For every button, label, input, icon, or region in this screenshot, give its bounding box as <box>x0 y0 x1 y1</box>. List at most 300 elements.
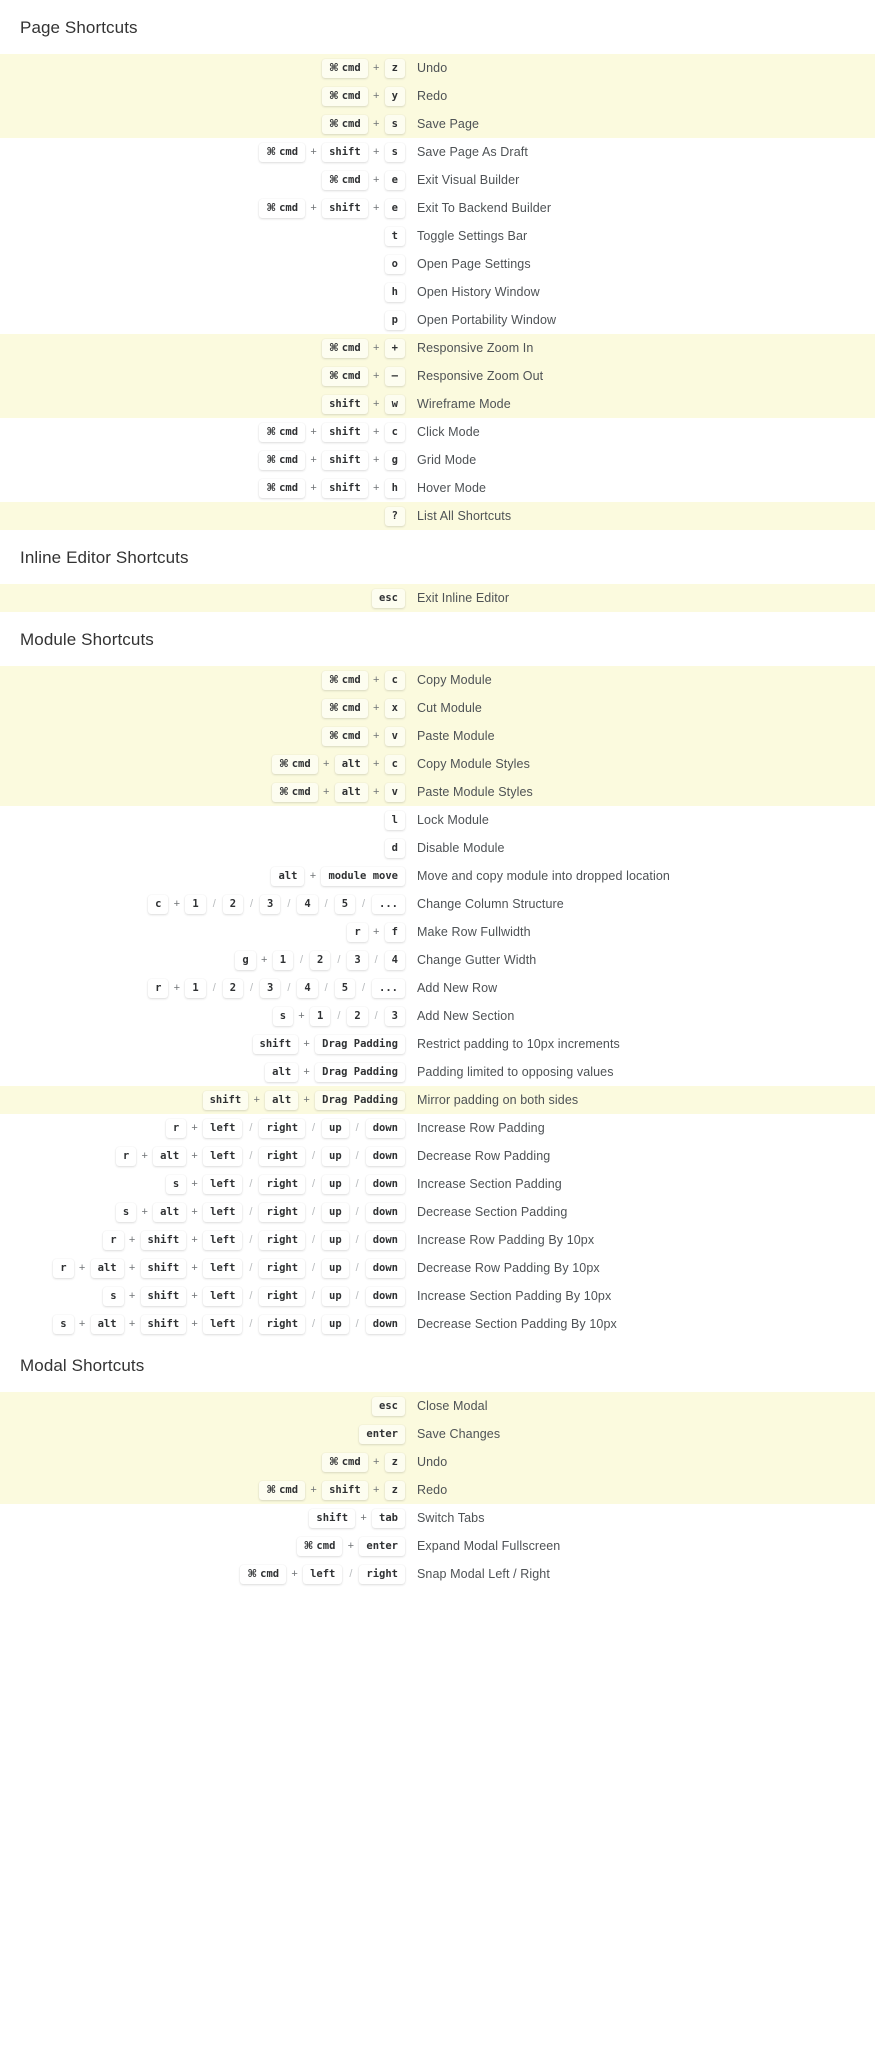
shortcut-description: Copy Module Styles <box>417 757 530 771</box>
key-cap: s <box>116 1203 136 1222</box>
key-cap: c <box>385 671 405 690</box>
plus-separator: + <box>372 925 380 938</box>
key-cap: enter <box>359 1537 405 1556</box>
command-key-icon: ⌘ <box>266 1483 277 1496</box>
key-combination <box>0 1392 405 1420</box>
plus-separator: + <box>372 729 380 742</box>
shortcut-row <box>0 82 875 110</box>
slash-separator: / <box>249 1317 253 1330</box>
key-cap: v <box>385 783 405 802</box>
section-title: Page Shortcuts <box>20 18 138 37</box>
key-combination <box>0 194 405 222</box>
shortcut-description: Add New Row <box>417 981 498 995</box>
plus-separator: + <box>141 1205 148 1218</box>
key-cap: c <box>385 755 405 774</box>
key-cap: down <box>366 1231 405 1250</box>
key-cap: right <box>259 1315 305 1334</box>
slash-separator: / <box>355 1233 359 1246</box>
shortcut-description: Wireframe Mode <box>417 397 511 411</box>
shortcut-description: Responsive Zoom Out <box>417 369 544 383</box>
shortcut-description: Exit To Backend Builder <box>417 201 552 215</box>
plus-separator: + <box>372 89 380 102</box>
key-combination <box>0 138 405 166</box>
key-cap: ... <box>372 895 405 914</box>
key-cap: 3 <box>260 979 280 998</box>
slash-separator: / <box>362 897 366 910</box>
shortcut-description: Add New Section <box>417 1009 515 1023</box>
key-cap: Drag Padding <box>315 1063 405 1082</box>
key-combination <box>0 666 405 694</box>
shortcut-description: Copy Module <box>417 673 492 687</box>
plus-separator: + <box>372 1483 380 1496</box>
command-key-icon: ⌘ <box>328 1455 339 1468</box>
shortcut-row <box>0 1086 875 1114</box>
key-cap: r <box>116 1147 136 1166</box>
key-cap: up <box>322 1315 349 1334</box>
key-cap: module move <box>321 867 405 886</box>
shortcut-row <box>0 834 875 862</box>
key-combination <box>0 584 405 612</box>
key-cap: v <box>385 727 405 746</box>
command-key-icon: ⌘ <box>328 89 339 102</box>
key-cap: 3 <box>385 1007 405 1026</box>
key-cap: 3 <box>347 951 367 970</box>
key-combination <box>0 166 405 194</box>
shortcut-description: Increase Row Padding <box>417 1121 545 1135</box>
key-combination <box>0 806 405 834</box>
shortcut-row <box>0 584 875 612</box>
command-key-icon: ⌘ <box>328 61 339 74</box>
shortcut-description: Decrease Row Padding <box>417 1149 551 1163</box>
slash-separator: / <box>349 1567 353 1580</box>
key-cap: up <box>322 1147 349 1166</box>
key-cap-label: cmd <box>341 173 361 186</box>
key-combination <box>0 750 405 778</box>
plus-separator: + <box>372 201 380 214</box>
slash-separator: / <box>249 1177 253 1190</box>
command-key-icon: ⌘ <box>278 757 289 770</box>
key-cap: t <box>385 227 405 246</box>
slash-separator: / <box>324 897 328 910</box>
shortcut-row <box>0 1310 875 1338</box>
slash-separator: / <box>249 1289 253 1302</box>
shortcut-row <box>0 1002 875 1030</box>
key-cap: alt <box>91 1315 124 1334</box>
shortcut-row-list <box>0 584 875 612</box>
plus-separator: + <box>128 1233 136 1246</box>
slash-separator: / <box>249 1149 253 1162</box>
plus-separator: + <box>291 1567 298 1580</box>
shortcut-row <box>0 806 875 834</box>
key-cap: left <box>203 1203 242 1222</box>
key-cap: y <box>385 87 405 106</box>
key-cap: e <box>385 171 405 190</box>
key-cap: alt <box>265 1063 298 1082</box>
key-cap: shift <box>322 1481 368 1500</box>
plus-separator: + <box>322 785 330 798</box>
key-cap <box>259 199 305 218</box>
shortcut-description: Expand Modal Fullscreen <box>417 1539 561 1553</box>
plus-separator: + <box>310 425 317 438</box>
key-cap <box>322 339 368 358</box>
key-combination <box>0 334 405 362</box>
key-cap: 4 <box>297 979 317 998</box>
shortcut-row <box>0 166 875 194</box>
slash-separator: / <box>312 1149 316 1162</box>
shortcut-description: Redo <box>417 1483 448 1497</box>
shortcut-description: Grid Mode <box>417 453 477 467</box>
plus-separator: + <box>191 1149 198 1162</box>
key-cap: shift <box>141 1259 187 1278</box>
key-cap: Drag Padding <box>315 1035 405 1054</box>
plus-separator: + <box>372 757 380 770</box>
key-cap: s <box>103 1287 123 1306</box>
key-cap: z <box>385 1453 405 1472</box>
key-combination <box>0 362 405 390</box>
shortcut-row <box>0 138 875 166</box>
key-cap: x <box>385 699 405 718</box>
key-cap <box>322 727 368 746</box>
key-cap: enter <box>359 1425 405 1444</box>
key-cap: s <box>166 1175 186 1194</box>
key-cap-label: cmd <box>341 673 361 686</box>
key-cap: z <box>385 1481 405 1500</box>
key-cap <box>259 423 305 442</box>
key-cap <box>322 171 368 190</box>
key-combination <box>0 82 405 110</box>
plus-separator: + <box>372 369 380 382</box>
shortcut-section <box>0 1338 875 1588</box>
key-cap <box>322 1453 368 1472</box>
key-cap: right <box>259 1203 305 1222</box>
key-cap: left <box>203 1175 242 1194</box>
shortcut-row <box>0 750 875 778</box>
plus-separator: + <box>310 1483 317 1496</box>
slash-separator: / <box>337 1009 341 1022</box>
plus-separator: + <box>372 397 380 410</box>
shortcut-row-list <box>0 54 875 530</box>
key-combination <box>0 474 405 502</box>
key-cap: right <box>259 1119 305 1138</box>
shortcut-row <box>0 1226 875 1254</box>
key-cap: right <box>259 1147 305 1166</box>
key-cap: up <box>322 1119 349 1138</box>
key-cap: alt <box>265 1091 298 1110</box>
key-cap: 4 <box>297 895 317 914</box>
shortcut-row <box>0 694 875 722</box>
plus-separator: + <box>173 981 181 994</box>
key-cap: esc <box>372 589 405 608</box>
key-cap: down <box>366 1175 405 1194</box>
key-combination <box>0 1114 405 1142</box>
key-cap: up <box>322 1175 349 1194</box>
key-cap: right <box>259 1175 305 1194</box>
shortcut-row <box>0 974 875 1002</box>
key-cap-label: cmd <box>316 1539 336 1552</box>
slash-separator: / <box>287 981 291 994</box>
command-key-icon: ⌘ <box>266 453 277 466</box>
shortcut-row <box>0 194 875 222</box>
key-cap: down <box>366 1203 405 1222</box>
key-cap-label: cmd <box>279 1483 299 1496</box>
key-cap: right <box>259 1287 305 1306</box>
key-cap: l <box>385 811 405 830</box>
plus-separator: + <box>298 1009 305 1022</box>
section-title: Modal Shortcuts <box>20 1356 145 1375</box>
key-cap: s <box>273 1007 293 1026</box>
key-combination <box>0 918 405 946</box>
shortcut-description: Mirror padding on both sides <box>417 1093 579 1107</box>
key-combination <box>0 834 405 862</box>
key-cap: left <box>303 1565 342 1584</box>
key-cap: alt <box>153 1203 186 1222</box>
shortcut-section <box>0 0 875 530</box>
key-cap-label: cmd <box>341 369 361 382</box>
key-cap: up <box>322 1203 349 1222</box>
key-combination <box>0 1142 405 1170</box>
shortcut-description: Padding limited to opposing values <box>417 1065 614 1079</box>
shortcut-description: Snap Modal Left / Right <box>417 1567 550 1581</box>
shortcut-description: Hover Mode <box>417 481 487 495</box>
plus-separator: + <box>310 201 317 214</box>
key-cap: g <box>385 451 405 470</box>
key-cap <box>322 59 368 78</box>
shortcut-description: Make Row Fullwidth <box>417 925 531 939</box>
key-combination <box>0 1086 405 1114</box>
shortcut-description: Decrease Row Padding By 10px <box>417 1261 600 1275</box>
plus-separator: + <box>260 953 268 966</box>
command-key-icon: ⌘ <box>266 201 277 214</box>
key-cap-label: cmd <box>341 729 361 742</box>
shortcut-row <box>0 666 875 694</box>
key-cap: z <box>385 59 405 78</box>
key-cap <box>322 699 368 718</box>
key-cap: alt <box>91 1259 124 1278</box>
key-cap-label: cmd <box>341 341 361 354</box>
plus-separator: + <box>310 145 317 158</box>
key-cap <box>259 143 305 162</box>
key-cap-label: cmd <box>341 701 361 714</box>
plus-separator: + <box>191 1205 198 1218</box>
shortcut-row <box>0 362 875 390</box>
key-combination <box>0 1282 405 1310</box>
plus-separator: + <box>128 1289 136 1302</box>
plus-separator: + <box>310 481 317 494</box>
key-cap: 1 <box>185 895 205 914</box>
shortcut-row <box>0 1392 875 1420</box>
shortcut-row <box>0 1476 875 1504</box>
key-cap <box>259 1481 305 1500</box>
key-combination <box>0 890 405 918</box>
slash-separator: / <box>355 1121 359 1134</box>
key-combination <box>0 222 405 250</box>
shortcut-description: Open History Window <box>417 285 540 299</box>
shortcut-row <box>0 1448 875 1476</box>
command-key-icon: ⌘ <box>328 341 339 354</box>
slash-separator: / <box>312 1233 316 1246</box>
key-cap: shift <box>322 423 368 442</box>
shortcut-row <box>0 946 875 974</box>
plus-separator: + <box>372 1455 380 1468</box>
command-key-icon: ⌘ <box>328 673 339 686</box>
slash-separator: / <box>249 1121 253 1134</box>
key-cap <box>259 479 305 498</box>
slash-separator: / <box>249 1205 253 1218</box>
key-cap: shift <box>322 451 368 470</box>
key-cap: 2 <box>223 979 243 998</box>
key-cap: up <box>322 1287 349 1306</box>
command-key-icon: ⌘ <box>328 729 339 742</box>
key-cap: down <box>366 1287 405 1306</box>
key-cap-label: cmd <box>279 481 299 494</box>
key-cap: down <box>366 1315 405 1334</box>
key-combination <box>0 862 405 890</box>
key-cap: h <box>385 479 405 498</box>
key-combination <box>0 1198 405 1226</box>
slash-separator: / <box>355 1149 359 1162</box>
shortcut-description: Increase Section Padding <box>417 1177 562 1191</box>
shortcut-description: Redo <box>417 89 448 103</box>
key-cap-label: cmd <box>341 89 361 102</box>
shortcut-description: Undo <box>417 61 448 75</box>
key-cap: ? <box>385 507 405 526</box>
key-cap: 5 <box>335 979 355 998</box>
plus-separator: + <box>309 869 317 882</box>
plus-separator: + <box>191 1121 198 1134</box>
key-cap <box>272 783 318 802</box>
key-cap: c <box>385 423 405 442</box>
plus-separator: + <box>372 453 380 466</box>
plus-separator: + <box>78 1317 86 1330</box>
shortcut-description: Switch Tabs <box>417 1511 485 1525</box>
key-cap <box>322 115 368 134</box>
key-cap: d <box>385 839 405 858</box>
key-combination <box>0 306 405 334</box>
slash-separator: / <box>355 1317 359 1330</box>
shortcut-description: Save Page As Draft <box>417 145 528 159</box>
key-cap: p <box>385 311 405 330</box>
command-key-icon: ⌘ <box>247 1567 258 1580</box>
shortcut-description: Click Mode <box>417 425 480 439</box>
plus-separator: + <box>372 701 380 714</box>
shortcut-description: Increase Section Padding By 10px <box>417 1289 612 1303</box>
slash-separator: / <box>250 981 254 994</box>
slash-separator: / <box>374 953 378 966</box>
shortcut-description: Decrease Section Padding <box>417 1205 568 1219</box>
command-key-icon: ⌘ <box>328 369 339 382</box>
slash-separator: / <box>355 1289 359 1302</box>
key-cap-label: cmd <box>279 453 299 466</box>
key-cap: alt <box>271 867 304 886</box>
shortcut-row <box>0 722 875 750</box>
key-cap: shift <box>141 1231 187 1250</box>
shortcut-row <box>0 1170 875 1198</box>
key-cap: alt <box>153 1147 186 1166</box>
plus-separator: + <box>141 1149 148 1162</box>
key-cap: o <box>385 255 405 274</box>
shortcut-row <box>0 278 875 306</box>
shortcut-row <box>0 1560 875 1588</box>
key-cap: down <box>366 1119 405 1138</box>
key-cap <box>297 1537 343 1556</box>
shortcut-row <box>0 390 875 418</box>
plus-separator: + <box>173 897 181 910</box>
plus-separator: + <box>372 117 380 130</box>
slash-separator: / <box>312 1317 316 1330</box>
key-cap: r <box>148 979 168 998</box>
shortcut-description: Open Portability Window <box>417 313 557 327</box>
key-cap: shift <box>203 1091 249 1110</box>
key-combination <box>0 1170 405 1198</box>
key-cap: s <box>385 143 405 162</box>
command-key-icon: ⌘ <box>266 481 277 494</box>
key-cap: 5 <box>335 895 355 914</box>
key-cap: shift <box>322 395 368 414</box>
plus-separator: + <box>372 785 380 798</box>
shortcut-description: Save Changes <box>417 1427 501 1441</box>
key-cap: tab <box>372 1509 405 1528</box>
slash-separator: / <box>249 1233 253 1246</box>
shortcut-row <box>0 446 875 474</box>
slash-separator: / <box>212 981 216 994</box>
shortcut-description: List All Shortcuts <box>417 509 512 523</box>
plus-separator: + <box>128 1317 136 1330</box>
shortcut-description: Open Page Settings <box>417 257 531 271</box>
plus-separator: + <box>191 1317 198 1330</box>
key-combination <box>0 778 405 806</box>
shortcut-row <box>0 250 875 278</box>
plus-separator: + <box>310 453 317 466</box>
key-combination <box>0 722 405 750</box>
key-cap: right <box>259 1259 305 1278</box>
key-combination <box>0 1532 405 1560</box>
key-cap <box>322 671 368 690</box>
command-key-icon: ⌘ <box>328 701 339 714</box>
shortcut-description: Toggle Settings Bar <box>417 229 528 243</box>
shortcut-section <box>0 612 875 1338</box>
key-cap: down <box>366 1147 405 1166</box>
shortcut-row-list <box>0 1392 875 1588</box>
plus-separator: + <box>372 673 380 686</box>
plus-separator: + <box>253 1093 260 1106</box>
slash-separator: / <box>374 1009 378 1022</box>
slash-separator: / <box>287 897 291 910</box>
plus-separator: + <box>322 757 330 770</box>
key-combination <box>0 1030 405 1058</box>
key-cap: shift <box>253 1035 299 1054</box>
shortcut-row <box>0 1142 875 1170</box>
key-cap: s <box>53 1315 73 1334</box>
shortcut-row <box>0 110 875 138</box>
key-cap: shift <box>141 1315 187 1334</box>
command-key-icon: ⌘ <box>328 173 339 186</box>
shortcut-row <box>0 918 875 946</box>
plus-separator: + <box>191 1233 198 1246</box>
plus-separator: + <box>303 1093 310 1106</box>
shortcut-row <box>0 222 875 250</box>
key-cap-label: cmd <box>279 201 299 214</box>
shortcut-description: Change Gutter Width <box>417 953 537 967</box>
key-combination <box>0 1504 405 1532</box>
key-combination <box>0 110 405 138</box>
section-title: Module Shortcuts <box>20 630 154 649</box>
plus-separator: + <box>191 1261 198 1274</box>
key-cap: shift <box>322 479 368 498</box>
key-cap-label: cmd <box>291 785 311 798</box>
key-cap: h <box>385 283 405 302</box>
shortcut-row <box>0 1114 875 1142</box>
plus-separator: + <box>372 341 380 354</box>
